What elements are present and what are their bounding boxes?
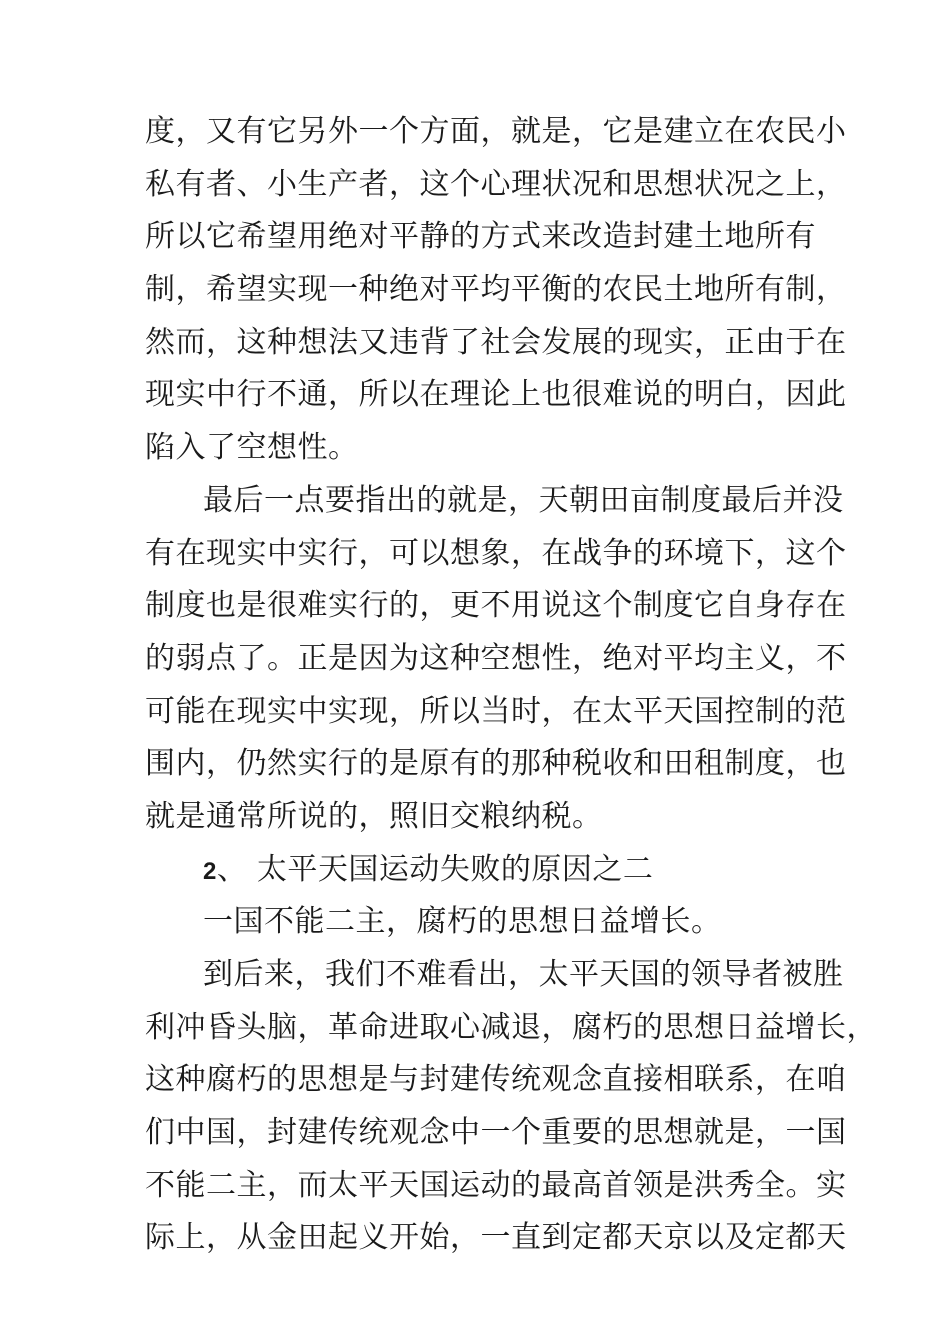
- paragraph-line: 的弱点了。正是因为这种空想性，绝对平均主义，不: [145, 640, 847, 676]
- paragraph-line: 际上，从金田起义开始，一直到定都天京以及定都天: [145, 1220, 847, 1256]
- heading-title: 太平天国运动失败的原因之二: [256, 851, 654, 887]
- section-heading: [145, 844, 810, 897]
- paragraph-line: 到后来，我们不难看出，太平天国的领导者被胜: [203, 957, 844, 992]
- paragraph-line: 度，又有它另外一个方面，就是，它是建立在农民小: [145, 114, 847, 149]
- paragraph-line: 们中国，封建传统观念中一个重要的思想就是，一国: [145, 1115, 847, 1151]
- paragraph-3: [145, 949, 877, 1265]
- paragraph-line: 不能二主，而太平天国运动的最高首领是洪秀全。实: [145, 1167, 847, 1203]
- paragraph-line: 围内，仍然实行的是原有的那种税收和田租制度，也: [145, 746, 847, 782]
- heading-number: 2: [203, 857, 217, 885]
- subheading: 一国不能二主，腐朽的思想日益增长。: [203, 904, 722, 940]
- heading-separator: 、: [216, 851, 248, 887]
- paragraph-line: 然而，这种想法又违背了社会发展的现实，正由于在: [145, 324, 847, 360]
- paragraph-1: [145, 106, 847, 475]
- paragraph-line: 制度也是很难实行的，更不用说这个制度它自身存在: [145, 588, 847, 624]
- body-text: [145, 106, 877, 1265]
- paragraph-2: [145, 475, 847, 844]
- paragraph-line: 有在现实中实行，可以想象，在战争的环境下，这个: [145, 535, 847, 571]
- paragraph-line: 私有者、小生产者，这个心理状况和思想状况之上，: [145, 166, 847, 202]
- paragraph-line: 所以它希望用绝对平静的方式来改造封建土地所有: [145, 219, 816, 255]
- paragraph-line: 这种腐朽的思想是与封建传统观念直接相联系，在咱: [145, 1062, 847, 1098]
- paragraph-line: 最后一点要指出的就是，天朝田亩制度最后并没: [203, 482, 844, 518]
- paragraph-line: 制，希望实现一种绝对平均平衡的农民土地所有制，: [145, 272, 847, 308]
- paragraph-line: 可能在现实中实现，所以当时，在太平天国控制的范: [145, 693, 847, 729]
- paragraph-line: 就是通常所说的，照旧交粮纳税。: [145, 798, 603, 834]
- paragraph-line: 陷入了空想性。: [145, 430, 359, 466]
- paragraph-line: 利冲昏头脑，革命进取心减退，腐朽的思想日益增长，: [145, 1009, 877, 1045]
- paragraph-line: 现实中行不通，所以在理论上也很难说的明白，因此: [145, 377, 847, 413]
